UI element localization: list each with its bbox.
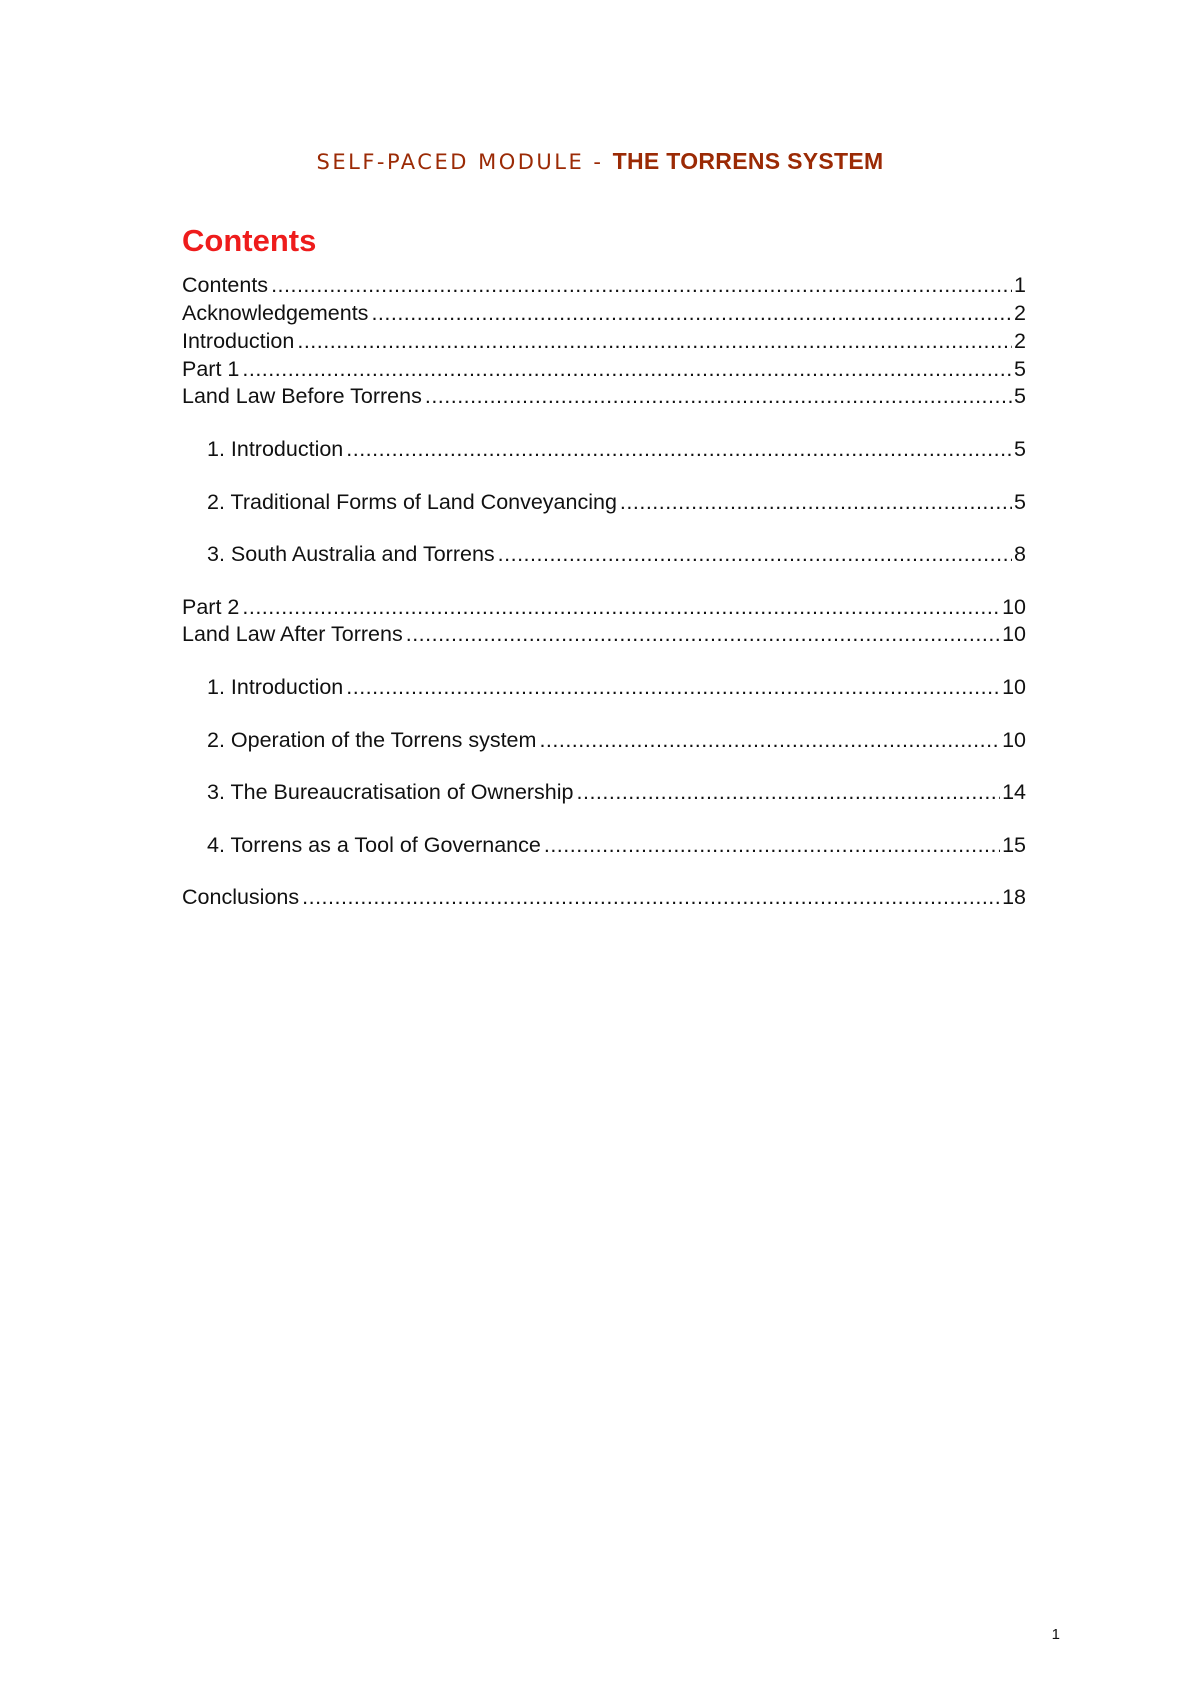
- toc-dot-leader: [371, 300, 1012, 326]
- toc-entry-conclusions[interactable]: [182, 884, 1026, 910]
- toc-dot-leader: [425, 383, 1012, 409]
- page-number: 1: [1051, 1626, 1060, 1643]
- toc-entry-page: 2: [1014, 301, 1026, 325]
- toc-entry-page: 5: [1014, 437, 1026, 461]
- toc-entry-south-australia[interactable]: [207, 541, 1026, 567]
- toc-entry-bureaucratisation[interactable]: [207, 779, 1026, 805]
- toc-entry-traditional-forms[interactable]: [207, 489, 1026, 515]
- toc-entry-page: 5: [1014, 357, 1026, 381]
- toc-entry-page: 14: [1002, 780, 1026, 804]
- toc-entry-label: Land Law Before Torrens: [182, 384, 422, 408]
- contents-heading: Contents: [182, 223, 317, 258]
- toc-entry-land-law-after-torrens[interactable]: [182, 621, 1026, 647]
- toc-entry-page: 10: [1002, 728, 1026, 752]
- toc-entry-label: 4. Torrens as a Tool of Governance: [207, 833, 541, 857]
- toc-entry-acknowledgements[interactable]: [182, 300, 1026, 326]
- toc-entry-label: Contents: [182, 273, 269, 297]
- toc-entry-label: Introduction: [182, 329, 295, 353]
- toc-entry-label: Acknowledgements: [182, 301, 369, 325]
- toc-entry-page: 10: [1002, 675, 1026, 699]
- toc-entry-tool-of-governance[interactable]: [207, 832, 1026, 858]
- toc-dot-leader: [242, 594, 1000, 620]
- toc-entry-page: 5: [1014, 490, 1026, 514]
- toc-entry-part-2[interactable]: [182, 594, 1026, 620]
- toc-dot-leader: [297, 328, 1012, 354]
- toc-entry-label: Conclusions: [182, 885, 300, 909]
- toc-entry-page: 10: [1002, 595, 1026, 619]
- toc-dot-leader: [620, 489, 1012, 515]
- module-header-prefix: SELF-PACED MODULE -: [316, 150, 613, 174]
- toc-entry-contents[interactable]: [182, 272, 1026, 298]
- toc-entry-label: Part 2: [182, 595, 240, 619]
- toc-dot-leader: [346, 436, 1012, 462]
- toc-entry-page: 10: [1002, 622, 1026, 646]
- toc-entry-label: 2. Operation of the Torrens system: [207, 728, 537, 752]
- toc-dot-leader: [302, 884, 1000, 910]
- toc-entry-page: 1: [1014, 273, 1026, 297]
- toc-dot-leader: [346, 674, 1000, 700]
- toc-entry-page: 2: [1014, 329, 1026, 353]
- toc-entry-label: 1. Introduction: [207, 437, 344, 461]
- toc-dot-leader: [242, 356, 1012, 382]
- toc-dot-leader: [498, 541, 1012, 567]
- toc-entry-page: 18: [1002, 885, 1026, 909]
- toc-entry-page: 15: [1002, 833, 1026, 857]
- toc-entry-part1-introduction[interactable]: [207, 436, 1026, 462]
- module-header: [0, 146, 1200, 177]
- toc-entry-part-1[interactable]: [182, 356, 1026, 382]
- module-header-title: THE TORRENS SYSTEM: [612, 148, 884, 174]
- toc-dot-leader: [544, 832, 1000, 858]
- toc-dot-leader: [406, 621, 1000, 647]
- toc-entry-introduction[interactable]: [182, 328, 1026, 354]
- toc-entry-land-law-before-torrens[interactable]: [182, 383, 1026, 409]
- toc-entry-label: Land Law After Torrens: [182, 622, 403, 646]
- toc-entry-label: 3. The Bureaucratisation of Ownership: [207, 780, 574, 804]
- toc-entry-label: 2. Traditional Forms of Land Conveyancing: [207, 490, 617, 514]
- toc-entry-label: Part 1: [182, 357, 240, 381]
- toc-dot-leader: [271, 272, 1012, 298]
- toc-entry-page: 5: [1014, 384, 1026, 408]
- toc-entry-label: 1. Introduction: [207, 675, 344, 699]
- toc-dot-leader: [577, 779, 1001, 805]
- toc-entry-operation-of-torrens[interactable]: [207, 727, 1026, 753]
- toc-entry-page: 8: [1014, 542, 1026, 566]
- toc-dot-leader: [539, 727, 1000, 753]
- toc-entry-label: 3. South Australia and Torrens: [207, 542, 495, 566]
- toc-entry-part2-introduction[interactable]: [207, 674, 1026, 700]
